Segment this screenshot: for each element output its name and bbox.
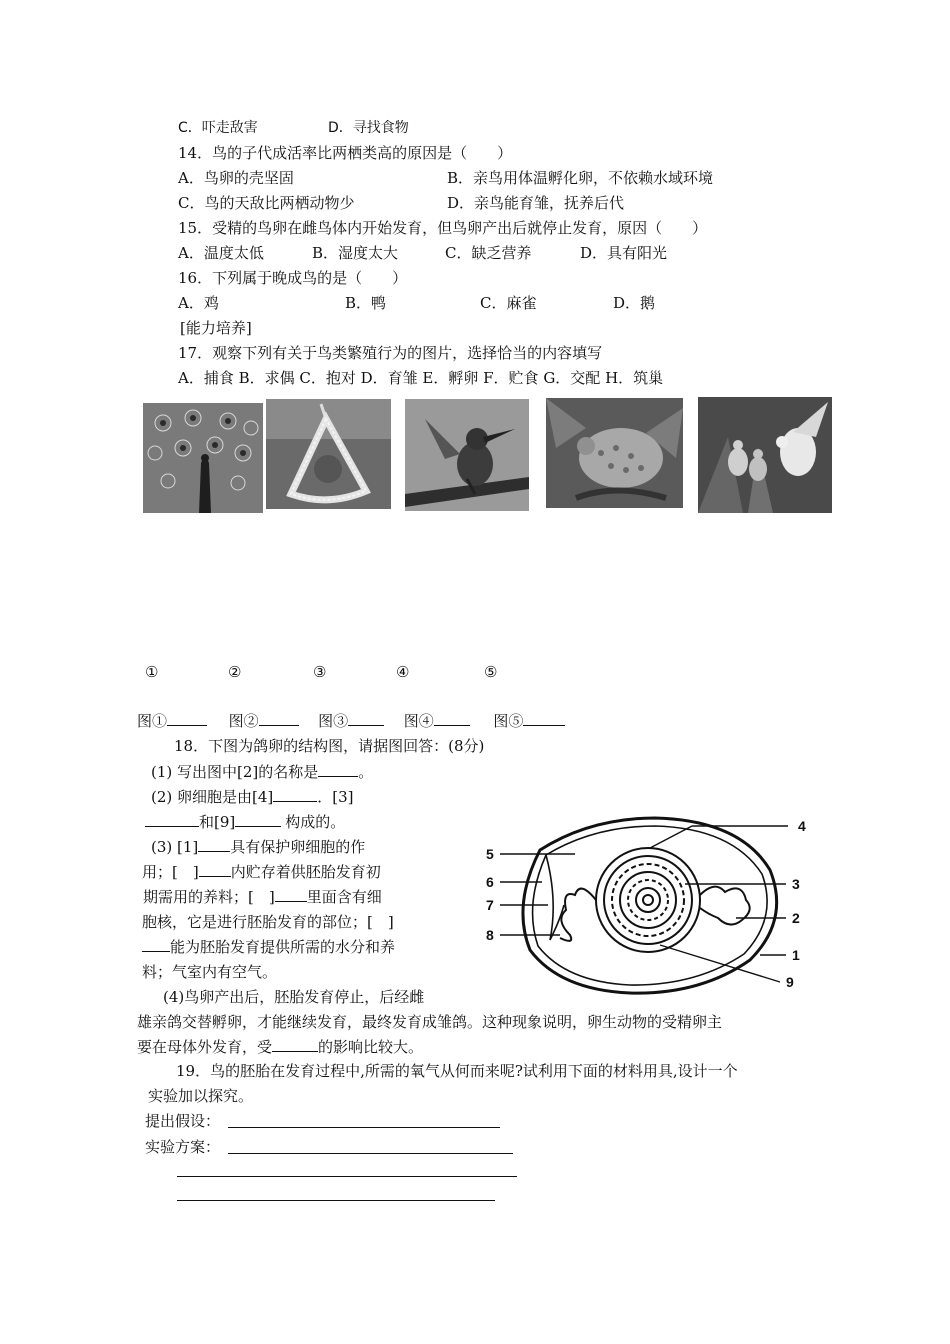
- diagram-label-1: 1: [792, 947, 800, 963]
- diagram-label-7: 7: [486, 897, 494, 913]
- q18-part2-text-a: (2) 卵细胞是由[4]: [151, 788, 274, 806]
- q18-part3-text-c: 用；[ ]: [142, 863, 199, 881]
- q18-part4-line1: (4)鸟卵产出后，胚胎发育停止，后经雌: [163, 988, 425, 1006]
- q18-part1: [151, 762, 373, 782]
- q18-part3-blank-1[interactable]: [198, 837, 230, 852]
- photo-number-4: ④: [396, 663, 410, 681]
- q18-part3-text-h: 能为胚胎发育提供所需的水分和养: [170, 938, 396, 956]
- q18-part2-text-d: 构成的。: [285, 813, 346, 831]
- bird-feeding-chicks-photo: [698, 397, 832, 513]
- q14-option-c: C．鸟的天敌比两栖动物少: [178, 194, 355, 212]
- hanging-nest-photo: [266, 399, 391, 509]
- q18-part4-blank[interactable]: [272, 1037, 318, 1052]
- q16-stem: 16．下列属于晚成鸟的是（ ）: [178, 269, 408, 287]
- kingfisher-feeding-photo: [405, 399, 529, 511]
- q14-option-a: A．鸟卵的壳坚固: [178, 169, 294, 187]
- q16-option-d: D．鹅: [613, 294, 656, 312]
- q18-part3-line2: [142, 862, 381, 882]
- q19-plan-line-2[interactable]: [177, 1176, 517, 1177]
- fig-label-1: 图①: [137, 712, 168, 730]
- q18-part3-line1: [151, 837, 365, 857]
- q16-option-c: C．麻雀: [480, 294, 537, 312]
- q19-plan-label: 实验方案：: [145, 1138, 221, 1156]
- q19-plan-line-1[interactable]: [228, 1153, 513, 1154]
- fig-1-blank[interactable]: [167, 711, 207, 726]
- q18-part2: [151, 787, 354, 807]
- photo-number-5: ⑤: [484, 663, 498, 681]
- q18-part3-text-a: (3) [1]: [151, 838, 199, 856]
- section-heading: [能力培养]: [180, 319, 252, 337]
- q18-part2-text-b: ．[3]: [317, 788, 354, 806]
- q14-option-b: B．亲鸟用体温孵化卵，不依赖水域环境: [447, 169, 714, 187]
- q13-option-c: C．吓走敌害: [178, 120, 258, 136]
- photo-number-3: ③: [313, 663, 327, 681]
- fig-label-3: 图③: [318, 712, 349, 730]
- q18-part3-text-d: 内贮存着供胚胎发育初: [230, 863, 381, 881]
- diagram-label-8: 8: [486, 927, 494, 943]
- q18-part3-blank-2[interactable]: [199, 862, 231, 877]
- q18-part2-cont: [145, 812, 345, 832]
- q18-part2-text-c: 和[9]: [199, 813, 236, 831]
- q18-part2-blank-3[interactable]: [145, 812, 199, 827]
- q18-part3-line4: 胞核，它是进行胚胎发育的部位；[ ]: [142, 913, 394, 931]
- diagram-label-3: 3: [792, 876, 800, 892]
- q15-option-c: C．缺乏营养: [445, 244, 532, 262]
- fig-4-blank[interactable]: [434, 711, 470, 726]
- q18-part2-blank-4[interactable]: [273, 787, 317, 802]
- pigeon-egg-diagram: [480, 810, 820, 1000]
- q19-plan-line-3[interactable]: [177, 1200, 495, 1201]
- q19-hypothesis-label: 提出假设：: [145, 1112, 221, 1130]
- q17-options: A．捕食 B．求偶 C．抱对 D．育雏 E．孵卵 F．贮食 G．交配 H．筑巢: [178, 369, 664, 387]
- diagram-label-5: 5: [486, 846, 494, 862]
- fig-label-2: 图②: [228, 712, 259, 730]
- q18-part3-blank-4[interactable]: [142, 937, 170, 952]
- photo-number-1: ①: [145, 663, 159, 681]
- q18-part3-blank-3[interactable]: [275, 887, 307, 902]
- q18-part4-line3: [137, 1037, 423, 1057]
- photo-number-2: ②: [228, 663, 242, 681]
- q19-hypothesis-line[interactable]: [228, 1127, 500, 1128]
- fig-label-4: 图④: [403, 712, 434, 730]
- q15-option-d: D．具有阳光: [580, 244, 668, 262]
- q18-part3-line3: [143, 887, 382, 907]
- q18-part4-line2: 雄亲鸽交替孵卵，才能继续发育，最终发育成雏鸽。这种现象说明，卵生动物的受精卵主: [137, 1013, 723, 1031]
- incubating-bird-photo: [546, 398, 683, 508]
- q18-part4-text-d: 的影响比较大。: [318, 1038, 424, 1056]
- diagram-label-6: 6: [486, 874, 494, 890]
- q18-part1-text: (1) 写出图中[2]的名称是: [151, 763, 319, 781]
- q18-part4-text-c: 要在母体外发育，受: [137, 1038, 273, 1056]
- q18-part3-text-e: 期需用的养料；[ ]: [143, 888, 275, 906]
- q13-option-d: D．寻找食物: [328, 120, 409, 136]
- q16-option-b: B．鸭: [345, 294, 387, 312]
- q19-stem: 19．鸟的胚胎在发育过程中,所需的氧气从何而来呢?试利用下面的材料用具,设计一个: [176, 1062, 738, 1080]
- q17-stem: 17．观察下列有关于鸟类繁殖行为的图片，选择恰当的内容填写: [178, 344, 603, 362]
- q16-option-a: A．鸡: [178, 294, 219, 312]
- diagram-label-2: 2: [792, 910, 800, 926]
- fig-3-blank[interactable]: [348, 711, 384, 726]
- diagram-label-9: 9: [786, 974, 794, 990]
- q18-part1-blank[interactable]: [318, 762, 358, 777]
- figure-answer-row: [137, 711, 565, 731]
- diagram-label-4: 4: [798, 818, 806, 834]
- q14-stem: 14．鸟的子代成活率比两栖类高的原因是（ ）: [178, 144, 513, 162]
- q18-part3-line5: [142, 937, 395, 957]
- q18-part3-text-b: 具有保护卵细胞的作: [230, 838, 366, 856]
- q15-option-a: A．温度太低: [178, 244, 264, 262]
- q18-part3-line6: 料；气室内有空气。: [142, 963, 278, 981]
- q18-part3-text-f: 里面含有细: [306, 888, 382, 906]
- q19-stem-cont: 实验加以探究。: [148, 1087, 254, 1105]
- peacock-display-photo: [143, 403, 263, 513]
- q18-part1-end: 。: [358, 763, 374, 781]
- q14-option-d: D．亲鸟能育雏，抚养后代: [447, 194, 625, 212]
- fig-2-blank[interactable]: [259, 711, 299, 726]
- fig-5-blank[interactable]: [523, 711, 565, 726]
- q18-part2-blank-9[interactable]: [235, 812, 281, 827]
- fig-label-5: 图⑤: [493, 712, 524, 730]
- q15-option-b: B．湿度太大: [312, 244, 399, 262]
- q15-stem: 15．受精的鸟卵在雌鸟体内开始发育，但鸟卵产出后就停止发育，原因（ ）: [178, 219, 708, 237]
- q18-stem: 18．下图为鸽卵的结构图，请据图回答：(8分): [174, 737, 485, 755]
